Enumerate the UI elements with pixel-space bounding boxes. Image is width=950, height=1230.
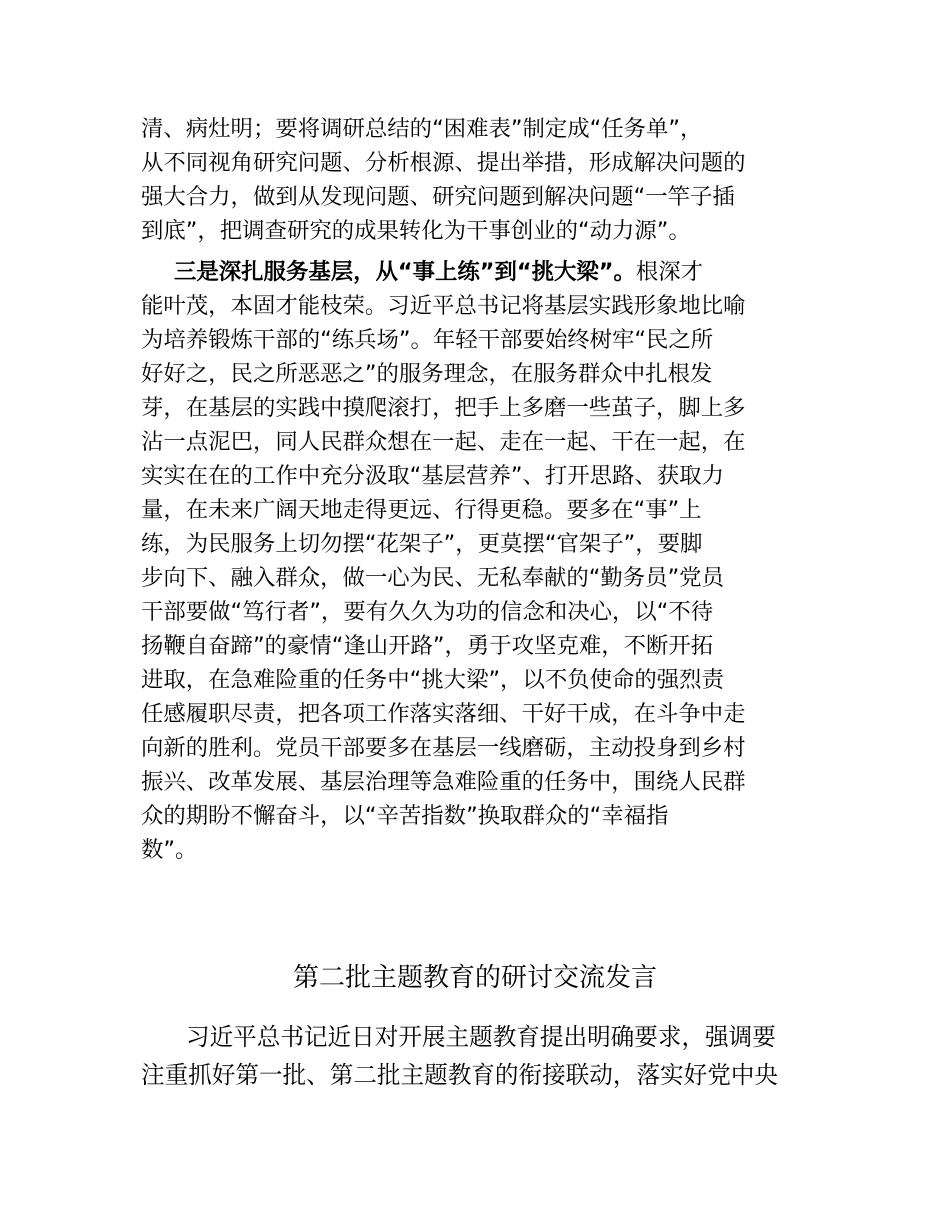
text-line: 步向下、融入群众，做一心为民、无私奉献的“勤务员”党员 [141, 565, 724, 591]
text-line: 从不同视角研究问题、分析根源、提出举措，形成解决问题的 [141, 150, 746, 176]
text-line: 习近平总书记近日对开展主题教育提出明确要求，强调要 [186, 1023, 776, 1051]
text-line: 练，为民服务上切勿摆“花架子”，更莫摆“官架子”，要脚 [141, 531, 703, 557]
text-line: 能叶茂，本固才能枝荣。习近平总书记将基层实践形象地比喻 [141, 293, 746, 319]
text-line: 量，在未来广阔天地走得更远、行得更稳。要多在“事”上 [141, 497, 702, 523]
text-line: 振兴、改革发展、基层治理等急难险重的任务中，围绕人民群 [141, 769, 746, 795]
text-line-lead [141, 255, 813, 289]
text-line: 实实在在的工作中充分汲取“基层营养”、打开思路、获取力 [141, 463, 724, 489]
text-line: 众的期盼不懈奋斗，以“辛苦指数”换取群众的“幸福指 [141, 803, 669, 829]
section-heading: 第二批主题教育的研讨交流发言 [292, 963, 657, 993]
bold-lead-sentence: 三是深扎服务基层，从“事上练”到“挑大梁”。 [174, 259, 636, 285]
text-line: 强大合力，做到从发现问题、研究问题到解决问题“一竿子插 [141, 184, 735, 210]
text-line: 清、病灶明；要将调研总结的“困难表”制定成“任务单”， [141, 116, 703, 142]
paragraph-third-point [141, 255, 813, 867]
paragraph-continuation [141, 112, 813, 248]
text-line: 向新的胜利。党员干部要多在基层一线磨砺，主动投身到乡村 [141, 735, 746, 761]
text-line: 进取，在急难险重的任务中“挑大梁”，以不负使命的强烈责 [141, 667, 724, 693]
text-line: 沾一点泥巴，同人民群众想在一起、走在一起、干在一起，在 [141, 429, 746, 455]
lead-rest-text: 根深才 [635, 259, 704, 285]
text-line: 干部要做“笃行者”，要有久久为功的信念和决心，以“不待 [141, 599, 714, 625]
text-line: 好好之，民之所恶恶之”的服务理念，在服务群众中扎根发 [141, 361, 713, 387]
text-line: 注重抓好第一批、第二批主题教育的衔接联动，落实好党中央 [141, 1061, 779, 1089]
text-line: 数”。 [141, 837, 198, 863]
paragraph-new-section [141, 1018, 813, 1094]
text-line: 芽，在基层的实践中摸爬滚打，把手上多磨一些茧子，脚上多 [141, 395, 746, 421]
text-line: 为培养锻炼干部的“练兵场”。年轻干部要始终树牢“民之所 [141, 327, 714, 353]
text-line: 扬鞭自奋蹄”的豪情“逢山开路”，勇于攻坚克难，不断开拓 [141, 633, 714, 659]
text-line: 到底”，把调查研究的成果转化为干事创业的“动力源”。 [141, 218, 691, 244]
text-line: 任感履职尽责，把各项工作落实落细、干好干成，在斗争中走 [141, 701, 746, 727]
